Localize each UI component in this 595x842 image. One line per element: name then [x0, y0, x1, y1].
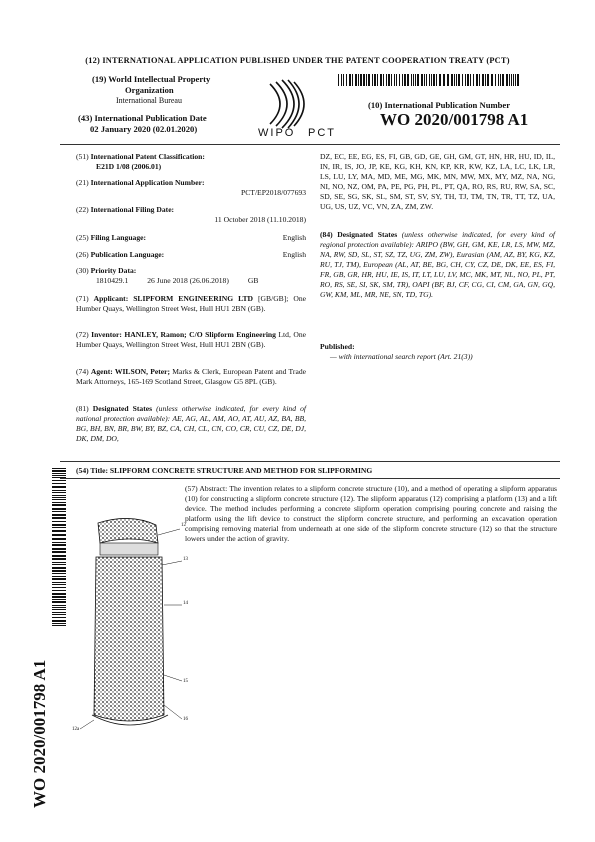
barcode-bar	[52, 548, 66, 550]
barcode-bar	[52, 612, 66, 613]
abstract-divider	[60, 478, 560, 479]
barcode-bar	[52, 473, 66, 474]
figure-label: 13	[183, 557, 188, 562]
barcode-bar	[458, 74, 460, 86]
barcode-bar	[52, 625, 66, 626]
figure-label: 16	[183, 717, 188, 722]
field-71: (71) Applicant: SLIPFORM ENGINEERING LTD [GB/GB]; One Humber Quays, Wellington Street West, Hull HU1 2BN (GB).	[76, 294, 306, 313]
barcode-bar	[52, 573, 66, 574]
barcode-bar	[470, 74, 471, 86]
barcode-bar	[413, 74, 414, 86]
barcode-bar	[52, 609, 66, 610]
figure-label: 14	[183, 601, 188, 606]
barcode-bar	[415, 74, 416, 86]
header-divider	[60, 144, 560, 145]
barcode-bar	[513, 74, 514, 86]
barcode-bar	[485, 74, 486, 86]
patent-figure	[70, 505, 190, 740]
barcode-bar	[451, 74, 453, 86]
barcode-bar	[52, 470, 66, 472]
barcode-bar	[462, 74, 463, 86]
barcode-bar	[495, 74, 496, 86]
barcode-bar	[366, 74, 367, 86]
barcode-bar	[52, 514, 66, 516]
barcode-bar	[52, 490, 66, 491]
field-value: PCT/EP2018/077693	[241, 188, 306, 197]
barcode-bar	[436, 74, 437, 86]
field-72: (72) Inventor: HANLEY, Ramon; C/O Slipform Engineering Ltd, One Humber Quays, Wellington Street West, Hull HU1 2BN (GB).	[76, 330, 306, 349]
barcode-bar	[52, 593, 66, 595]
barcode-bar	[517, 74, 519, 86]
barcode-bar	[439, 74, 441, 86]
barcode-bar	[498, 74, 499, 86]
barcode-bar	[424, 74, 425, 86]
barcode-bar	[396, 74, 397, 86]
barcode-bar	[421, 74, 423, 86]
field-51	[76, 152, 306, 172]
barcode-bar	[52, 601, 66, 603]
bureau-label: International Bureau	[116, 96, 182, 105]
barcode-bar	[391, 74, 392, 86]
barcode-bar	[358, 74, 359, 86]
barcode-bar	[491, 74, 493, 86]
barcode-bar	[52, 614, 66, 615]
barcode-bar	[388, 74, 390, 86]
barcode-bar	[407, 74, 409, 86]
barcode-bar	[52, 599, 66, 600]
barcode-bar	[52, 530, 66, 532]
barcode-bar	[426, 74, 427, 86]
document-header-title: (12) INTERNATIONAL APPLICATION PUBLISHED UNDER THE PATENT COOPERATION TREATY (PCT)	[85, 56, 510, 65]
barcode-bar	[52, 582, 66, 583]
field-30: (30) Priority Data: 1810429.1 26 June 2018 (26.06.2018) GB	[76, 266, 259, 285]
published-label: Published:	[320, 342, 355, 351]
barcode-bar	[506, 74, 508, 86]
barcode-bar	[433, 74, 435, 86]
barcode-bar	[476, 74, 478, 86]
barcode-bar	[479, 74, 480, 86]
barcode-bar	[447, 74, 449, 86]
svg-text:WIPO: WIPO	[258, 127, 296, 138]
barcode-bar	[52, 551, 66, 553]
barcode-bar	[386, 74, 387, 86]
barcode-bar	[52, 524, 66, 526]
abstract-text: The invention relates to a slipform concrete structure (10), and a method of operating a slipform apparatus (10) for constructing a slipform concrete structure (12). The slipform apparatus (12) comprising a platform (13) and a lift device. The method includes performing a concrete slipform operation comprising pouring concrete and raising the platform using the lift device to construct the slipform concrete structure, and performing an excavation operation comprising removing material from underneath at one side of the slipform concrete structure (12) so that the structure lowers under the action of gravity.	[185, 484, 557, 543]
invention-title: (54) Title: SLIPFORM CONCRETE STRUCTURE AND METHOD FOR SLIPFORMING	[76, 466, 373, 475]
barcode-bar	[456, 74, 457, 86]
barcode-bar	[429, 74, 430, 86]
figure-label: 12	[181, 523, 186, 528]
abstract	[185, 484, 557, 544]
barcode-bar	[431, 74, 432, 86]
barcode-bar	[52, 483, 66, 484]
barcode-bar	[52, 558, 66, 560]
barcode-bar	[52, 508, 66, 510]
barcode-bar	[52, 605, 66, 606]
barcode-bar	[360, 74, 362, 86]
barcode-bar	[465, 74, 466, 86]
barcode-bar	[52, 584, 66, 585]
barcode-bar	[417, 74, 419, 86]
barcode-bar	[454, 74, 455, 86]
barcode-bar	[500, 74, 501, 86]
field-84: (84) Designated States (unless otherwise indicated, for every kind of regional protection available): ARIPO (BW, GH, GM, KE, LR, LS, MW, MZ, NA, RW, SD, SL, ST, SZ, TZ, UG, ZM, ZW), Eurasian (AM, AZ, BY, KG, KZ, RU, TJ, TM), European (AL, AT, BE, BG, CH, CY, CZ, DE, DK, EE, ES, FI, FR, GB, GR, HR, HU, IE, IS, IT, LT, LU, LV, MC, MK, MT, NL, NO, PL, PT, RO, RS, SE, SI, SK, SM, TR), OAPI (BF, BJ, CF, CG, CI, CM, GA, GN, GQ, GW, KM, ML, MR, NE, SN, TD, TG).	[320, 230, 555, 299]
abstract-label: (57) Abstract:	[185, 484, 228, 493]
barcode-bar	[52, 570, 66, 572]
barcode-bar	[487, 74, 489, 86]
barcode-bar	[352, 74, 353, 86]
barcode-bar	[52, 477, 66, 478]
barcode-bar	[509, 74, 510, 86]
barcode-bar	[404, 74, 406, 86]
barcode-bar	[52, 486, 66, 488]
barcode-bar	[443, 74, 445, 86]
field-value: 11 October 2018 (11.10.2018)	[214, 215, 306, 224]
barcode-bar	[52, 544, 66, 546]
barcode-bar	[377, 74, 378, 86]
barcode-bar	[52, 578, 66, 580]
barcode-bar	[52, 521, 66, 522]
barcode-bar	[52, 499, 66, 500]
slipform-drawing	[70, 505, 190, 740]
barcode-bar	[52, 495, 66, 496]
barcode-bar	[482, 74, 484, 86]
side-publication-number: WO 2020/001798 A1	[30, 659, 49, 808]
barcode-bar	[363, 74, 365, 86]
barcode-bar	[368, 74, 370, 86]
barcode-bar	[515, 74, 516, 86]
barcode-bar	[52, 492, 66, 493]
barcode-bar	[52, 607, 66, 608]
barcode-bar	[502, 74, 504, 86]
barcode-bar	[380, 74, 382, 86]
barcode-bar	[383, 74, 384, 86]
barcode-bar	[52, 564, 66, 565]
field-value: E21D 1/08 (2006.01)	[96, 162, 162, 171]
designated-states-continued: DZ, EC, EE, EG, ES, FI, GB, GD, GE, GH, GM, GT, HN, HR, HU, ID, IL, IN, IR, IS, JO, JP, KE, KG, KH, KN, KP, KR, KW, KZ, LA, LC, LK, LR, LS, LU, LY, MA, MD, ME, MG, MK, MN, MW, MX, MY, MZ, NA, NG, NI, NO, NZ, OM, PA, PE, PG, PH, PL, PT, QA, RO, RS, RU, RW, SA, SC, SD, SE, SG, SK, SL, SM, ST, SV, SY, TH, TJ, TM, TN, TR, TT, TZ, UA, UG, US, UZ, VC, VN, ZA, ZM, ZW.	[320, 152, 555, 211]
field-26: (26) Publication Language: English	[76, 250, 306, 259]
barcode-bar	[52, 538, 66, 540]
barcode-bar	[355, 74, 357, 86]
field-22: (22) International Filing Date: 11 October 2018 (11.10.2018)	[76, 205, 306, 224]
barcode-bar	[394, 74, 395, 86]
figure-label: 15	[183, 679, 188, 684]
barcode-bar	[52, 623, 66, 624]
publication-date: 02 January 2020 (02.01.2020)	[90, 124, 198, 134]
barcode-bar	[52, 475, 66, 476]
figure-label: 12a	[72, 727, 80, 732]
barcode-bar	[52, 590, 66, 591]
barcode-bar	[52, 534, 66, 536]
field-code: (51)	[76, 152, 89, 161]
barcode-bar	[52, 567, 66, 569]
barcode-bar	[52, 468, 66, 469]
publication-date-label: (43) International Publication Date	[78, 113, 207, 123]
barcode-bar	[52, 562, 66, 563]
barcode-bar	[402, 74, 403, 86]
barcode-bar	[52, 511, 66, 512]
barcode-bar	[52, 504, 66, 506]
barcode-bar	[473, 74, 474, 86]
barcode-bar	[52, 620, 66, 622]
side-barcode	[52, 468, 66, 658]
organization-line1: (19) World Intellectual Property	[92, 74, 211, 84]
published-value: — with international search report (Art. 21(3))	[330, 352, 473, 361]
organization-line2: Organization	[125, 85, 174, 95]
barcode-bar	[52, 576, 66, 577]
title-divider	[60, 461, 560, 462]
barcode-bar	[52, 517, 66, 519]
publication-number-label: (10) International Publication Number	[368, 100, 511, 110]
barcode-bar	[52, 497, 66, 498]
barcode-bar	[467, 74, 469, 86]
barcode-bar	[52, 617, 66, 618]
barcode-bar	[52, 542, 66, 543]
barcode-bar	[52, 596, 66, 598]
barcode-bar	[374, 74, 376, 86]
publication-number: WO 2020/001798 A1	[380, 110, 529, 129]
field-81: (81) Designated States (unless otherwise indicated, for every kind of national protection available): AE, AG, AL, AM, AO, AT, AU, AZ, BA, BB, BG, BH, BN, BR, BW, BY, BZ, CA, CH, CL, CN, CO, CR, CU, CZ, DE, DJ, DK, DM, DO,	[76, 404, 306, 443]
wipo-emblem-icon	[250, 74, 350, 138]
barcode-bar	[52, 555, 66, 557]
field-21: (21) International Application Number: PCT/EP2018/077693	[76, 178, 306, 197]
barcode-bar	[52, 502, 66, 503]
svg-text:PCT: PCT	[308, 127, 336, 138]
barcode-bar	[411, 74, 412, 86]
barcode-bar	[372, 74, 373, 86]
top-barcode	[338, 72, 560, 86]
barcode-bar	[399, 74, 400, 86]
barcode-bar	[52, 527, 66, 528]
barcode-bar	[52, 587, 66, 588]
field-25: (25) Filing Language: English	[76, 233, 306, 242]
barcode-bar	[511, 74, 512, 86]
field-74: (74) Agent: WILSON, Peter; Marks & Clerk, European Patent and Trade Mark Attorneys, 165-169 Scotland Street, Glasgow G5 8PL (GB).	[76, 367, 306, 386]
field-label: International Patent Classification:	[90, 152, 205, 161]
barcode-bar	[52, 480, 66, 481]
wipo-logo	[250, 74, 350, 138]
